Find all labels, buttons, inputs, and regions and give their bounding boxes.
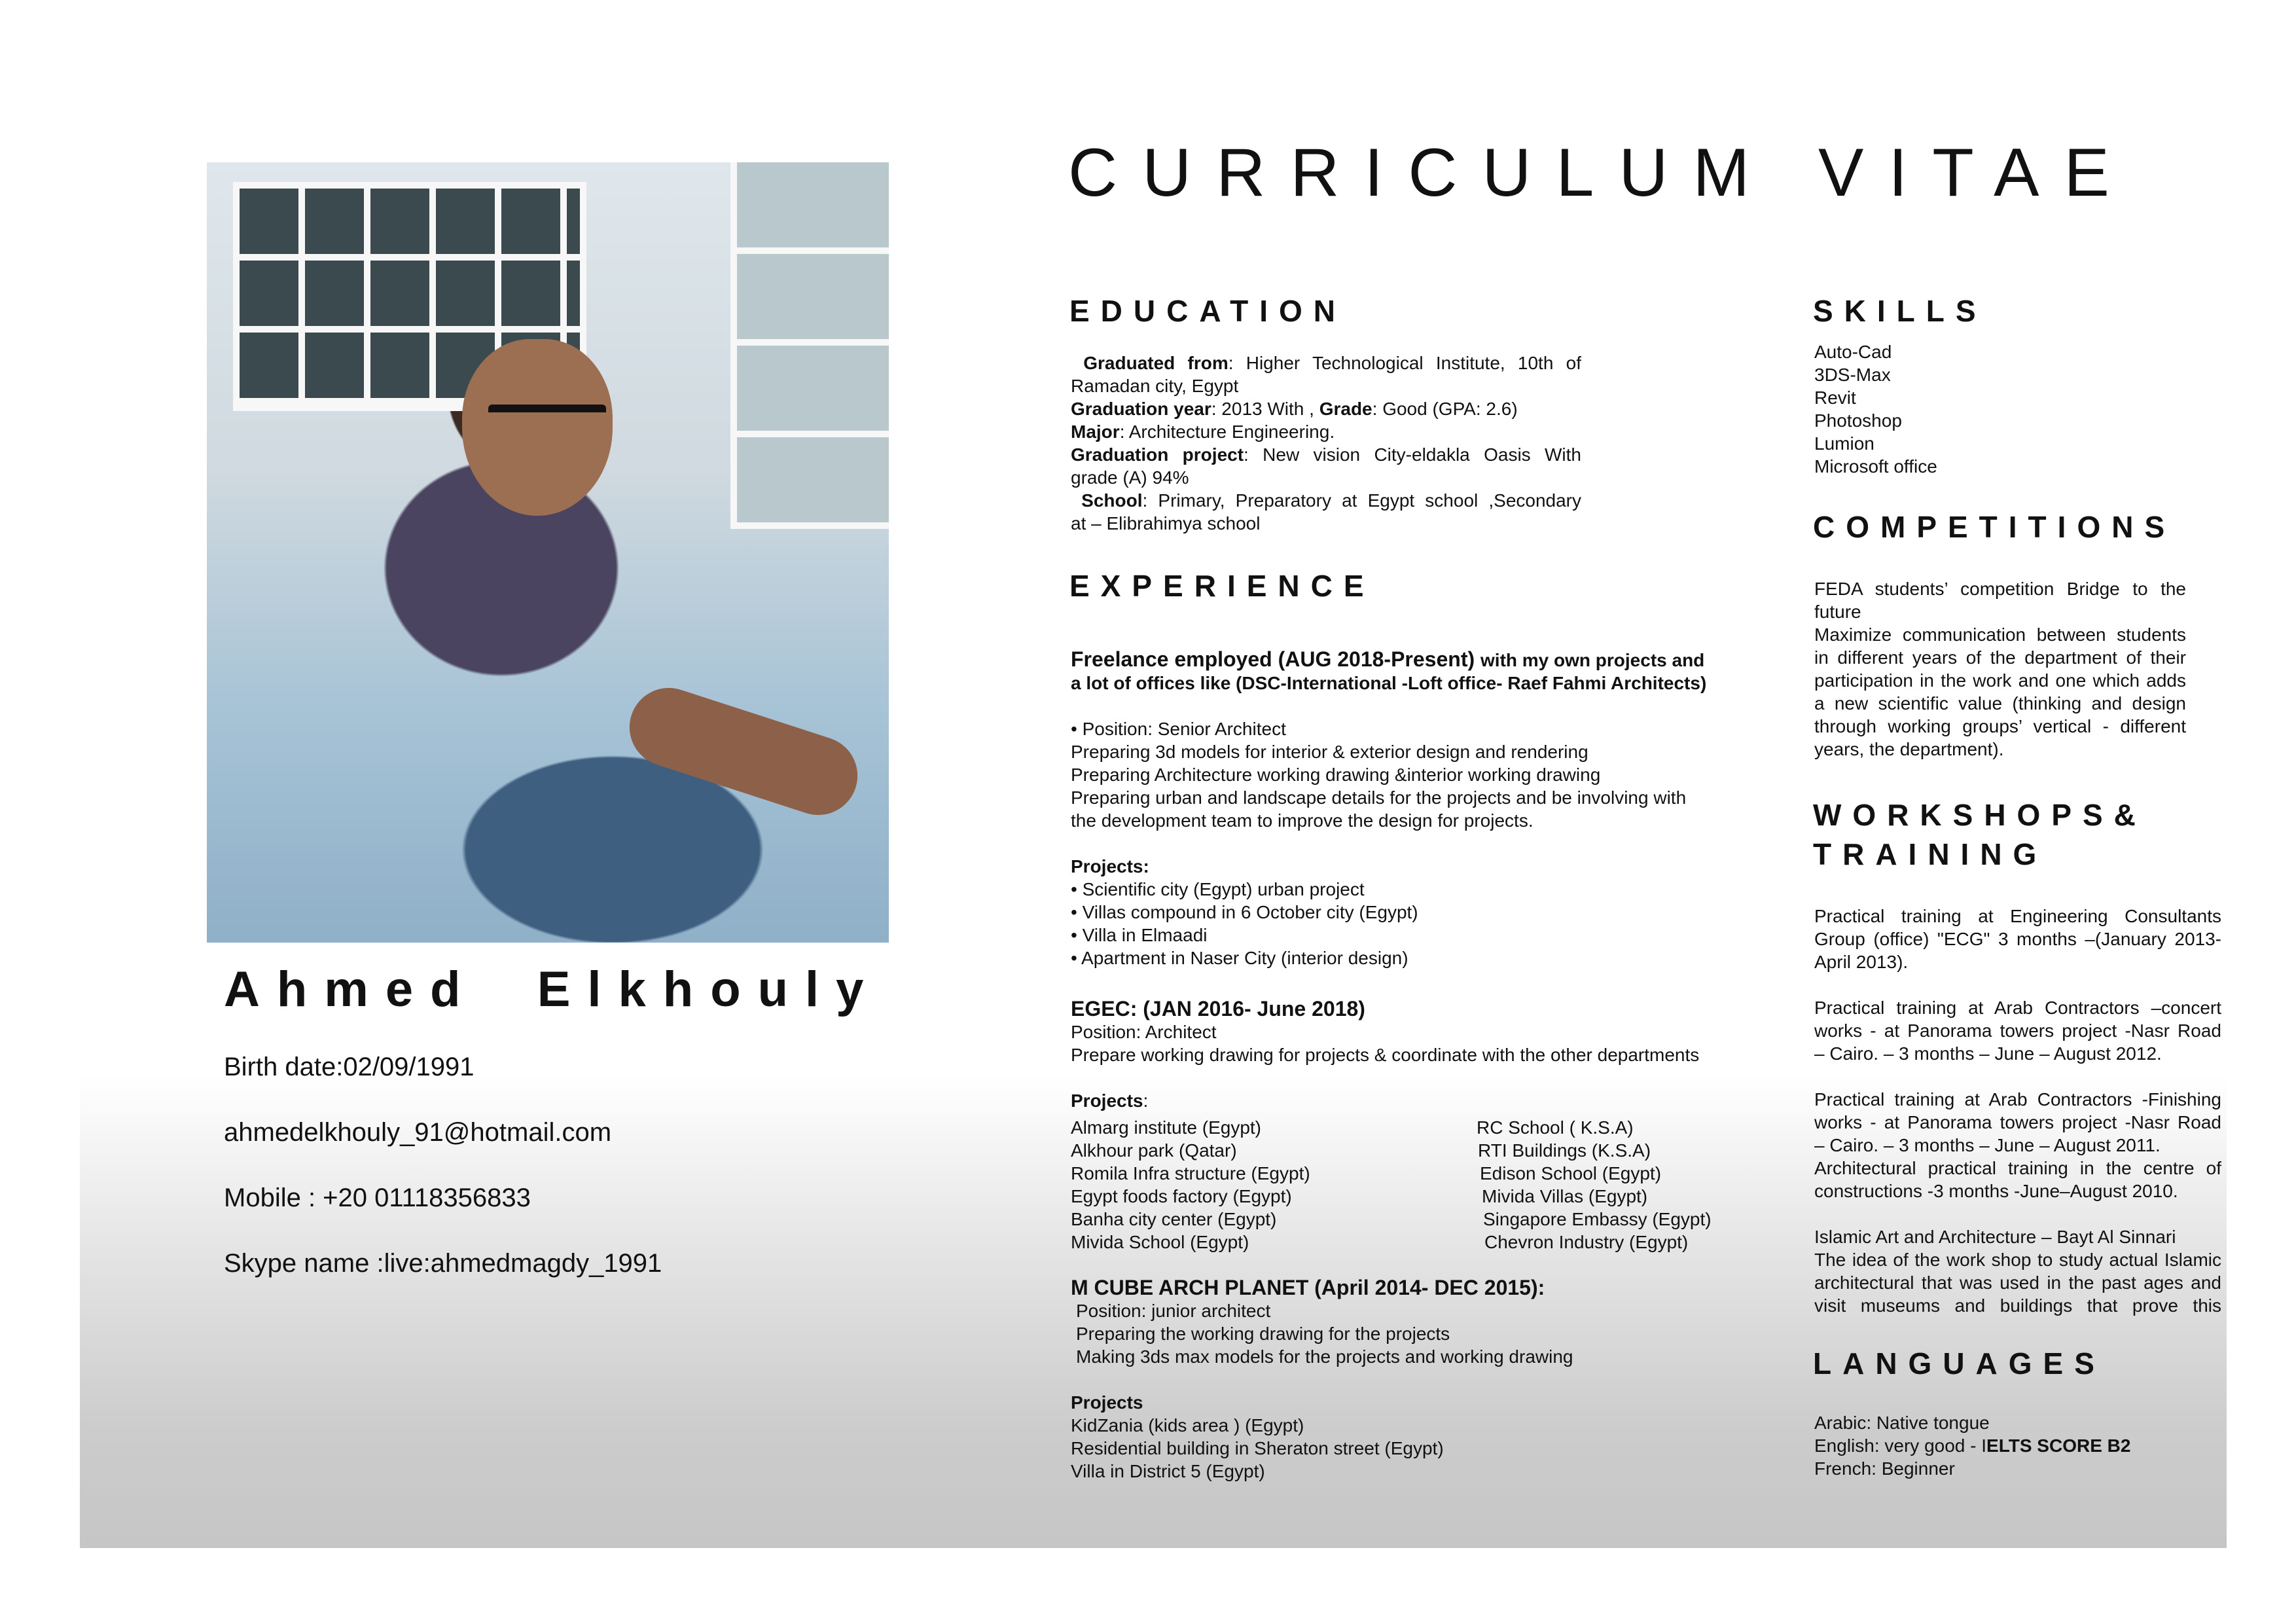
list-item: Residential building in Sheraton street (Egypt): [1071, 1438, 1444, 1458]
languages-list: [1814, 1411, 2130, 1480]
languages-heading: LANGUAGES: [1813, 1346, 2106, 1380]
competitions-block: FEDA students’ competition Bridge to the future Maximize communication between students in different years of the department of their participation in the work and one which adds a new scientific value (thinking and design through working groups’ vertical - different years, the department).: [1814, 579, 2186, 759]
education-line: Graduated from: Higher Technological Institute, 10th of: [1083, 353, 1581, 373]
list-item: • Villas compound in 6 October city (Egypt): [1071, 902, 1418, 922]
competitions-heading: COMPETITIONS: [1813, 510, 2176, 544]
mcube-block: M CUBE ARCH PLANET (April 2014- DEC 2015): Position: junior architect Preparing the working drawing for the projects Making 3ds max models for the projects and working drawing Projects KidZania (kids area ) (Egypt) Residential building in Sheraton street (Egypt) Villa in District 5 (Egypt): [1071, 1276, 1573, 1481]
freelance-title: Freelance employed (AUG 2018-Present) with my own projects and: [1071, 647, 1705, 671]
education-block: Graduated from: Higher Technological Institute, 10th of Ramadan city, Egypt Graduation year: 2013 With , Grade: Good (GPA: 2.6) Major: Architecture Engineering. Graduation project: New vision City-eldakla Oasis With grade (A) 94% School: Primary, Preparatory at Egypt school ,Secondary at – Elibrahimya school: [1071, 353, 1582, 533]
experience-heading: EXPERIENCE: [1069, 569, 1375, 603]
skills-heading: SKILLS: [1813, 294, 1987, 328]
list-item: Almarg institute (Egypt): [1071, 1117, 1261, 1138]
list-item: Auto-Cad: [1814, 342, 1892, 362]
freelance-block: Freelance employed (AUG 2018-Present) with my own projects and a lot of offices like (DSC-International -Loft office- Raef Fahmi Architects) • Position: Senior Architect Preparing 3d models for interior & exterior design and rendering Preparing Architecture working drawing &interior working drawing Preparing urban and landscape details for the projects and be involving with the development team to improve the design for projects. Projects: • Scientific city (Egypt) urban project • Villas compound in 6 October city (Egypt) • Villa in Elmaadi • Apartment in Naser City (interior design): [1071, 647, 1707, 968]
profile-photo: [207, 162, 889, 943]
list-item: 3DS-Max: [1814, 365, 1891, 385]
list-item: Alkhour park (Qatar): [1071, 1140, 1237, 1161]
list-item: • Villa in Elmaadi: [1071, 925, 1208, 945]
list-item: Revit: [1814, 388, 1856, 408]
education-heading: EDUCATION: [1069, 294, 1347, 328]
list-item: Photoshop: [1814, 410, 1902, 431]
list-item: Villa in District 5 (Egypt): [1071, 1461, 1265, 1481]
list-item: French: Beginner: [1814, 1458, 1955, 1479]
person-name: Ahmed Elkhouly: [224, 962, 881, 1017]
birth-date: Birth date:02/09/1991: [224, 1053, 475, 1081]
list-item: English: very good - IELTS SCORE B2: [1814, 1435, 2131, 1456]
photo-arm: [619, 677, 867, 825]
list-item: Banha city center (Egypt): [1071, 1209, 1277, 1229]
education-line: School: Primary, Preparatory at Egypt school ,Secondary: [1081, 490, 1582, 511]
list-item: Arabic: Native tongue: [1814, 1413, 1990, 1433]
photo-glasses: [488, 405, 606, 445]
skype-name: Skype name :live:ahmedmagdy_1991: [224, 1249, 662, 1278]
skills-list: [1814, 340, 1937, 478]
workshops-heading: WORKSHOPS&: [1813, 798, 2147, 832]
list-item: Chevron Industry (Egypt): [1484, 1232, 1689, 1252]
education-line: Graduation year: 2013 With , Grade: Good (GPA: 2.6): [1071, 399, 1518, 419]
list-item: • Scientific city (Egypt) urban project: [1071, 879, 1365, 899]
list-item: Lumion: [1814, 433, 1874, 454]
egec-projects-right: [1477, 1116, 1712, 1254]
list-item: Singapore Embassy (Egypt): [1483, 1209, 1712, 1229]
email: ahmedelkhouly_91@hotmail.com: [224, 1118, 612, 1147]
list-item: Mivida School (Egypt): [1071, 1232, 1249, 1252]
training-heading: TRAINING: [1813, 837, 2048, 871]
list-item: RTI Buildings (K.S.A): [1478, 1140, 1651, 1161]
page-title: CURRICULUM VITAE: [1068, 135, 2134, 211]
photo-window-right: [730, 162, 889, 529]
mobile: Mobile : +20 01118356833: [224, 1183, 531, 1212]
list-item: RC School ( K.S.A): [1477, 1117, 1634, 1138]
list-item: Edison School (Egypt): [1480, 1163, 1662, 1183]
workshops-block: Practical training at Engineering Consultants Group (office) "ECG" 3 months –(January 2013- April 2013). Practical training at Arab Contractors –concert works - at Panorama towers project -Nasr Road – Cairo. – 3 months – June – August 2012. Practical training at Arab Contractors -Finishing works - at Panorama towers project -Nasr Road – Cairo. – 3 months – June – August 2011. Architectural practical training in the centre of constructions -3 months -June–August 2010. Islamic Art and Architecture – Bayt Al Sinnari The idea of the work shop to study actual Islamic architectural that was used in the past ages and visit museums and buildings that prove this: [1814, 906, 2221, 1316]
mcube-title: M CUBE ARCH PLANET (April 2014- DEC 2015):: [1071, 1276, 1545, 1299]
list-item: • Apartment in Naser City (interior design): [1071, 948, 1408, 968]
list-item: Mivida Villas (Egypt): [1482, 1186, 1648, 1206]
education-line: Graduation project: New vision City-eldakla Oasis With: [1071, 444, 1582, 465]
egec-projects-left: [1071, 1116, 1310, 1254]
list-item: Microsoft office: [1814, 456, 1937, 477]
list-item: KidZania (kids area ) (Egypt): [1071, 1415, 1304, 1435]
list-item: Egypt foods factory (Egypt): [1071, 1186, 1292, 1206]
egec-title: EGEC: (JAN 2016- June 2018): [1071, 997, 1365, 1020]
list-item: Romila Infra structure (Egypt): [1071, 1163, 1310, 1183]
education-line: Major: Architecture Engineering.: [1071, 422, 1335, 442]
egec-block: EGEC: (JAN 2016- June 2018) Position: Architect Prepare working drawing for projects & coordinate with the other departments Projects:: [1071, 997, 1700, 1111]
